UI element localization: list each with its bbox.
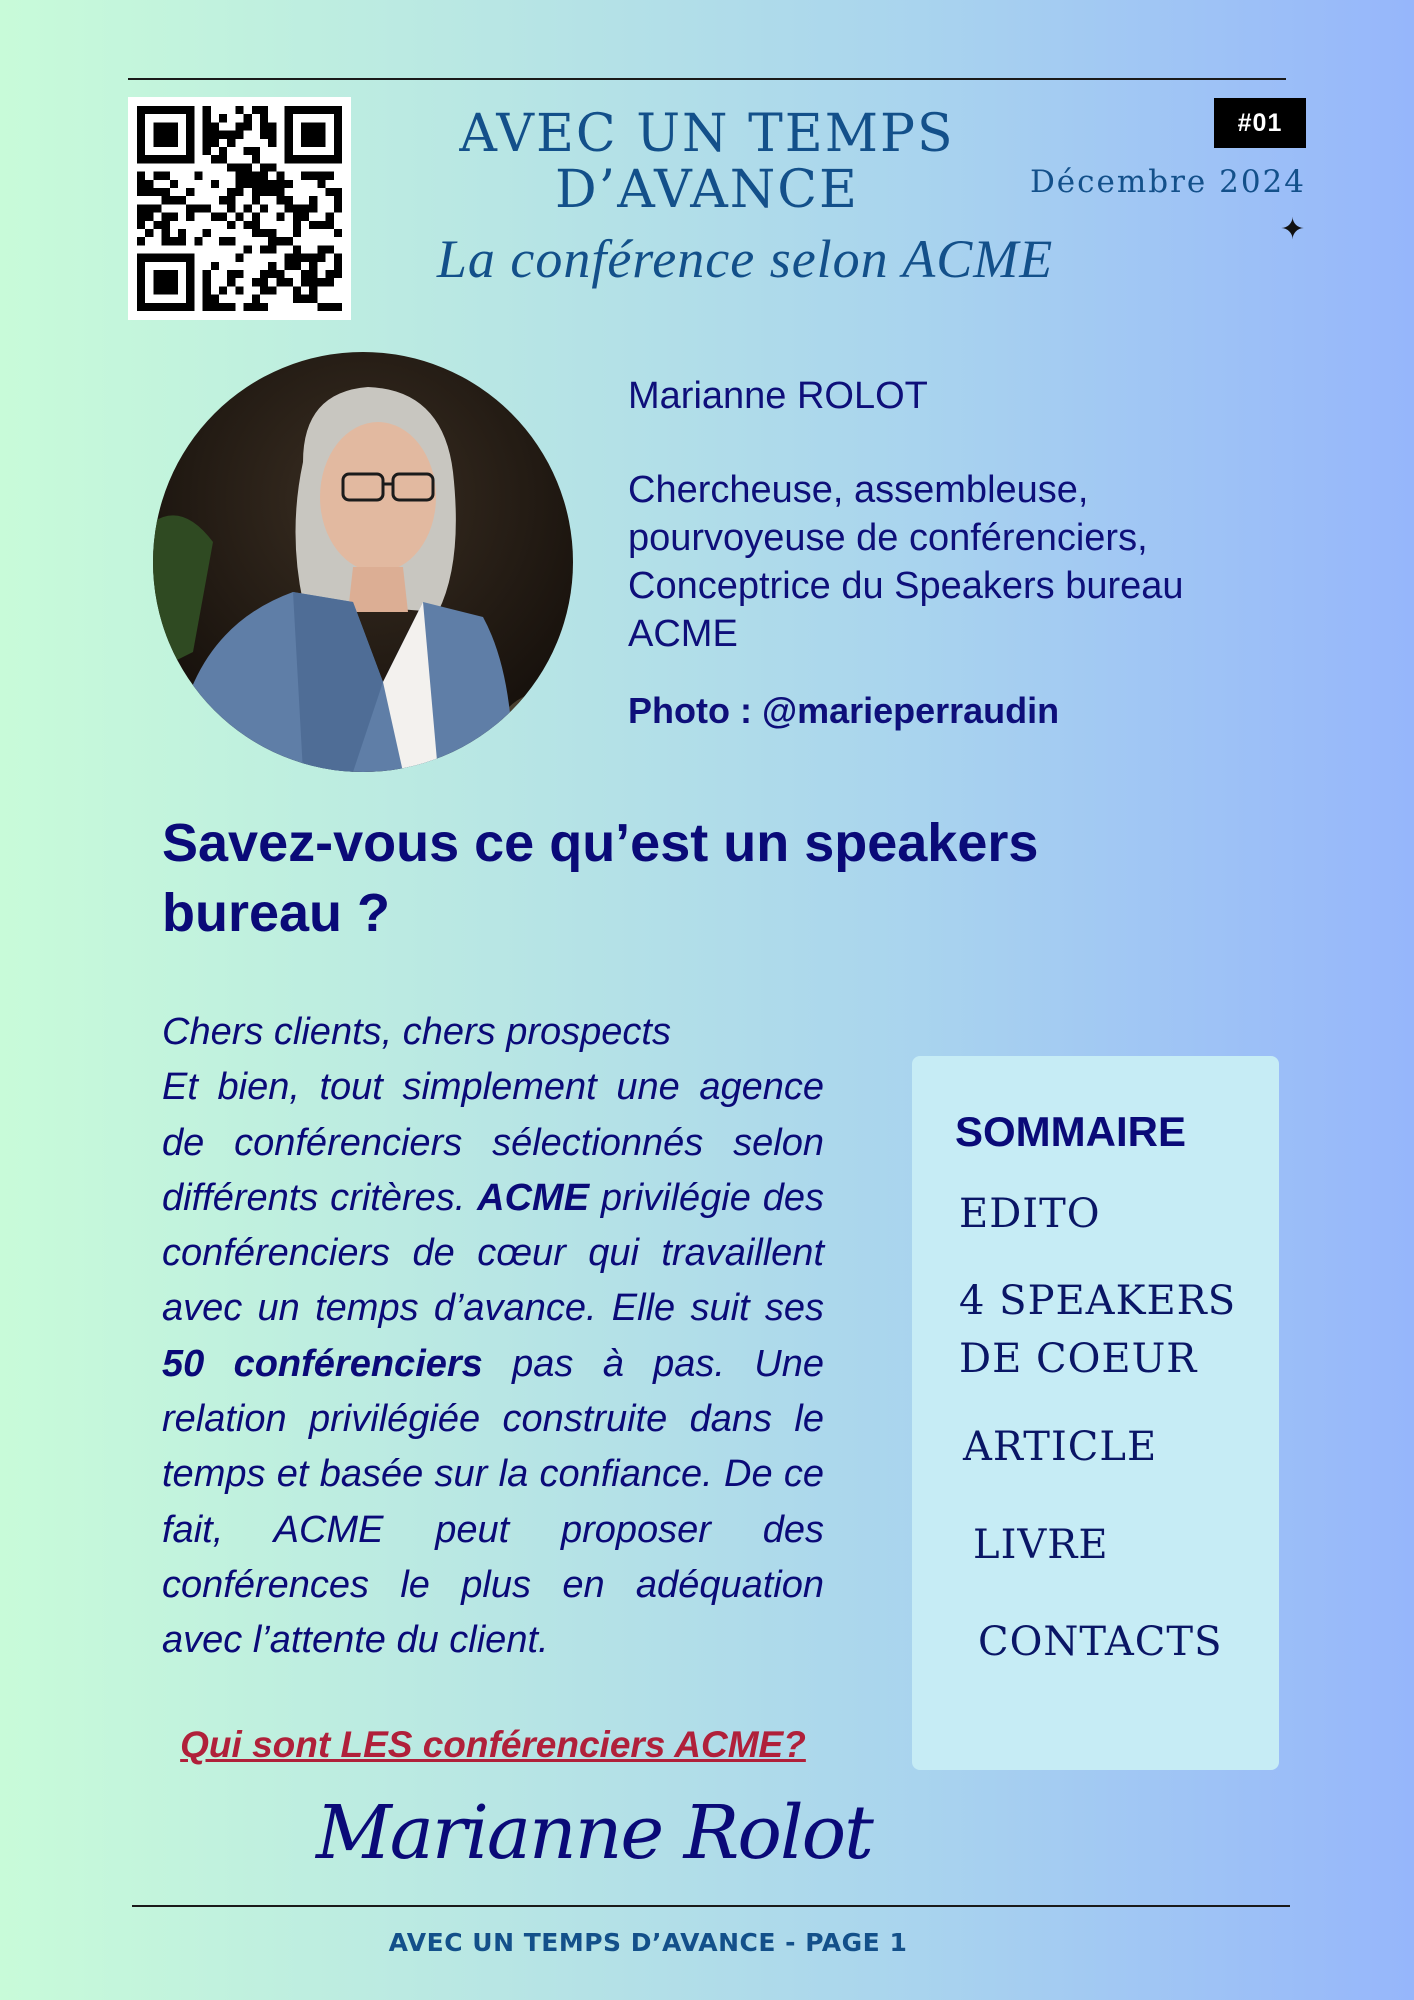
title-line-2: D’AVANCE	[554, 160, 859, 220]
issue-badge: #01	[1214, 98, 1306, 148]
author-block	[628, 372, 1348, 658]
title-line-1: AVEC UN TEMPS	[459, 104, 955, 164]
page-footer: AVEC UN TEMPS D’AVANCE - PAGE 1	[388, 1928, 908, 1957]
toc-item-livre[interactable]: LIVRE	[973, 1522, 1109, 1568]
toc-item-contacts[interactable]: CONTACTS	[978, 1619, 1223, 1665]
author-role-line: Chercheuse, assembleuse,	[628, 469, 1089, 511]
paragraph-text: privilégie des conférenciers de cœur qui travaillent avec un temps d’avance. Elle suit ses	[162, 1176, 824, 1330]
signature: Marianne Rolot	[316, 1790, 872, 1876]
issue-date: Décembre 2024	[1029, 164, 1306, 200]
speakers-link[interactable]: Qui sont LES conférenciers ACME?	[180, 1724, 806, 1765]
brand-emphasis: ACME	[477, 1176, 590, 1219]
toc-item-speakers[interactable]: 4 SPEAKERS DE COEUR	[959, 1278, 1237, 1382]
salutation: Chers clients, chers prospects	[162, 1011, 671, 1053]
top-rule	[128, 78, 1286, 80]
qr-code-icon[interactable]	[128, 97, 351, 320]
newsletter-subtitle: La conférence selon ACME	[436, 229, 1054, 289]
sparkle-icon: ✦	[1280, 213, 1306, 246]
toc-item-edito[interactable]: EDITO	[959, 1191, 1101, 1237]
article-headline: Savez-vous ce qu’est un speakers bureau ?	[162, 813, 1039, 943]
author-role-line: pourvoyeuse de conférenciers,	[628, 517, 1148, 559]
paragraph-text: Et bien, tout simplement une agence de conférenciers sélectionnés selon différents critères.	[162, 1066, 824, 1219]
author-photo	[153, 352, 573, 772]
paragraph-text: pas à pas. Une relation privilégiée construite dans le temps et basée sur la confiance. De ce fait, ACME peut proposer des conférences le plus en adéquation avec l’attente du client.	[162, 1342, 824, 1662]
author-name: Marianne ROLOT	[628, 375, 928, 417]
newsletter-title	[380, 106, 1034, 218]
photo-credit: Photo : @marieperraudin	[628, 690, 1060, 731]
speaker-count-emphasis: 50 conférenciers	[162, 1342, 483, 1385]
article-paragraph	[162, 1060, 824, 1668]
table-of-contents	[912, 1056, 1279, 1770]
author-role	[628, 466, 1348, 658]
article-body	[162, 1005, 824, 1669]
author-role-line: Conceptrice du Speakers bureau	[628, 565, 1184, 607]
bottom-rule	[132, 1905, 1290, 1907]
toc-item-article[interactable]: ARTICLE	[963, 1424, 1158, 1470]
toc-title: SOMMAIRE	[955, 1108, 1186, 1155]
author-role-line: ACME	[628, 613, 738, 655]
